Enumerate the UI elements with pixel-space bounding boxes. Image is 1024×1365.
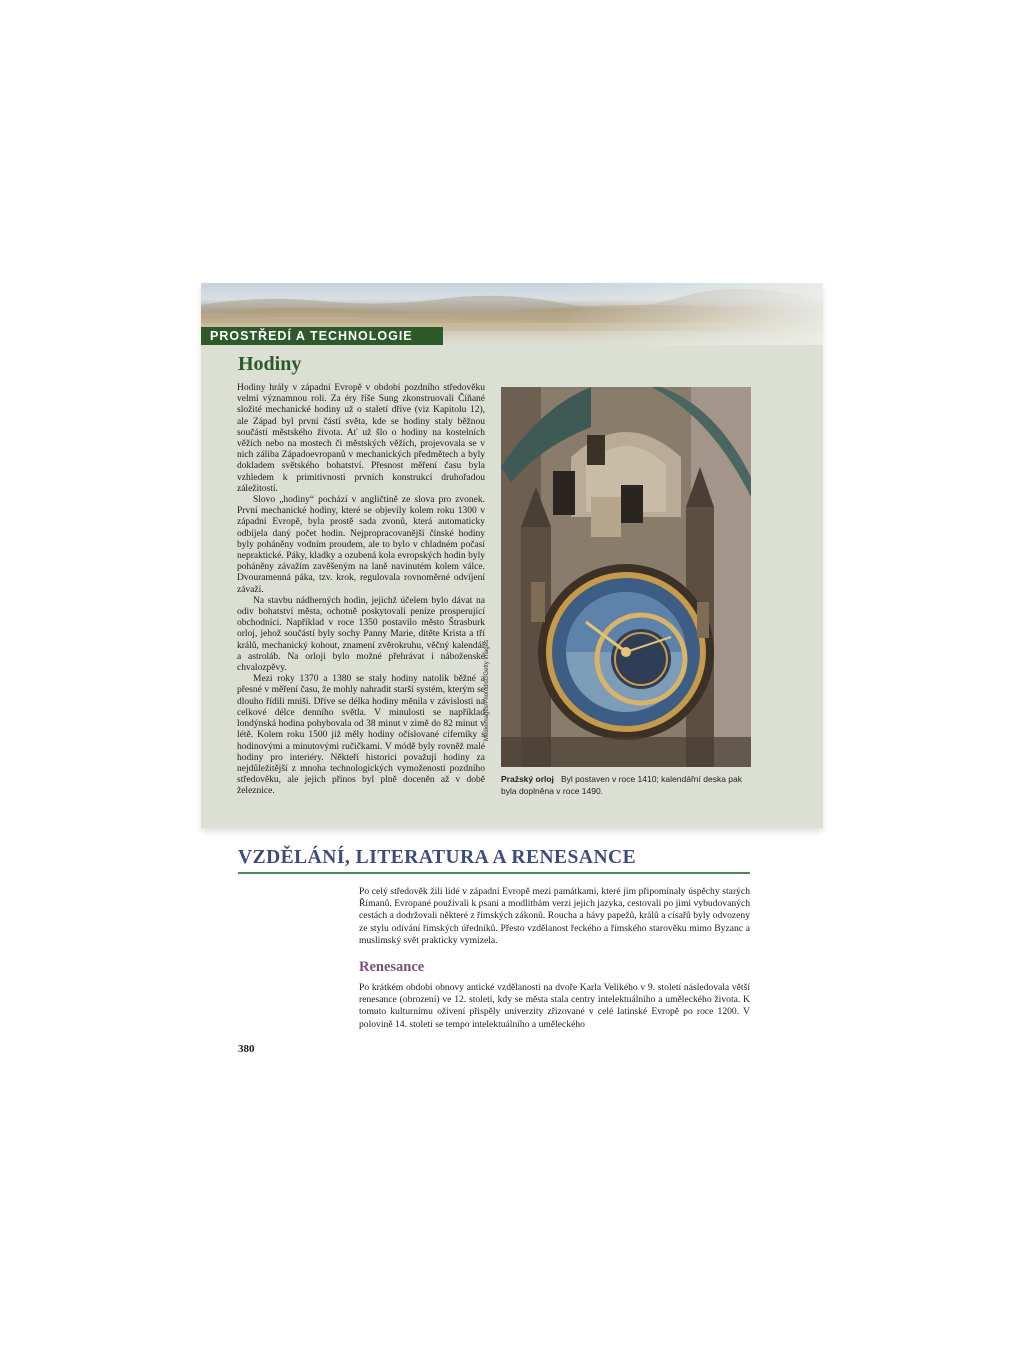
subheading: Renesance [359, 959, 425, 975]
feature-paragraph: Mezi roky 1370 a 1380 se staly hodiny natolik běžné a přesné v měření času, že mohly nahradit starší systém, kterým se dlouho řídili mniši. Dříve se délka hodiny měnila v závislosti na celkové délce denního světla. V minulosti se například londýnská hodina pohybovala od 38 minut v zimě do 82 minut v létě. Kolem roku 1500 již měly hodiny očíslované ciferníky s hodinovými a minutovými ručičkami. V módě byly rovněž malé hodiny pro interiéry. Někteří historici považují hodiny za nejdůležitější z mnoha technologických vymožeností pozdního středověku, ale jejich přínos byl plně doceněn až v době železnice. [237, 674, 485, 797]
landscape-banner [201, 283, 823, 345]
feature-paragraph: Na stavbu nádherných hodin, jejichž účelem bylo dávat na odiv bohatství města, ochotně poskytovali peníze prosperující obchodníci. Například v roce 1350 postavilo město Štrasburk orloj, jehož součástí byly sochy Panny Marie, dítěte Krista a tří králů, mechanický kohout, znamení zvěrokruhu, věčný kalendář a astroláb. Na orloji bylo možné přehrávat i náboženské chvalozpěvy. [237, 595, 485, 674]
astronomical-clock-photo [501, 387, 751, 767]
photo-caption [501, 773, 751, 797]
feature-paragraph: Hodiny hrály v západní Evropě v období pozdního středověku velmi významnou roli. Za éry říše Sung zkonstruovali Číňané složité mechanické hodiny už o staletí dříve (viz Kapitolu 12), ale Západ byl první částí světa, kde se hodiny staly běžnou součástí městského života. Ať už šlo o hodiny na kostelních věžích nebo na mostech či městských věžích, projevovala se v nich záliba Západoevropanů v mechanických předmětech a byly dokladem světského bohatství. Přesnost měření času byla vzhledem k primitivnosti prvních konstrukcí druhořadou záležitostí. [237, 383, 485, 494]
feature-box: PROSTŘEDÍ A TECHNOLOGIE Hodiny Hodiny hrály v západní Evropě v období pozdního středověku velmi významnou roli. Za éry říše Sung zkonstruovali Číňané složité mechanické hodiny už o staletí dříve (viz Kapitolu 12), ale Západ byl první částí světa, kde se hodiny staly běžnou součástí městského života. Ať už šlo o hodiny na kostelních věžích nebo na mostech či městských věžích, projevovala se v nich záliba Západoevropanů v mechanických předmětech a byly dokladem světského bohatství. Přesnost měření času byla vzhledem k primitivnosti prvních konstrukcí druhořadou záležitostí. Slovo „hodiny“ pochází v angličtině ze slova pro zvonek. První mechanické hodiny, které se objevily kolem roku 1300 v západní Evropě, byla prostě sada zvonů, která automaticky odbíjela daný počet hodin. Nejpropracovanější čínské hodiny byly poháněny vodním proudem, ale to bylo v chladném počasí nepraktické. Páky, kladky a ozubená kola evropských hodin byly poháněny závažím zavěšeným na laně navinutém kolem válce. Dvouramenná páka, tzv. krok, regulovala rovnoměrné odvíjení závaží. Na stavbu nádherných hodin, jejichž účelem bylo dávat na odiv bohatství města, ochotně poskytovali peníze prosperující obchodníci. Například v roce 1350 postavilo město Štrasburk orloj, jehož součástí byly sochy Panny Marie, dítěte Krista a tří králů, mechanický kohout, znamení zvěrokruhu, věčný kalendář a astroláb. Na orloji bylo možné přehrávat i náboženské chvalozpěvy. Mezi roky 1370 a 1380 se staly hodiny natolik běžné a přesné v měření času, že mohly nahradit starší systém, kterým se dlouho řídili mniši. Dříve se délka hodiny měnila v závislosti na celkové délce denního světla. V minulosti se například londýnská hodina pohybovala od 38 minut v zimě do 82 minut v létě. Kolem roku 1500 již měly hodiny očíslované ciferníky s hodinovými a minutovými ručičkami. V módě byly rovněž malé hodiny pro interiéry. Někteří historici považují hodiny za nejdůležitější z mnoha technologických vymožeností pozdního středověku, ale jejich přínos byl plně doceněn až v době železnice. Medioimages/Photodisc/Getty Images Pražský orloj Byl postaven v roce 1410; kalendářní deska pak byla doplněna v roce 1490. [201, 283, 823, 828]
subheading-body: Po krátkém období obnovy antické vzdělanosti na dvoře Karla Velikého v 9. století následovala větší renesance (obrození) ve 12. století, kdy se města stala centry intelektuálního a uměleckého života. K tomuto kulturnímu oživení přispěly univerzity zřizované v celé latinské Evropě po roce 1200. V polovině 14. století se tempo intelektuálního a uměleckého [359, 982, 750, 1030]
feature-body [237, 383, 485, 798]
feature-paragraph: Slovo „hodiny“ pochází v angličtině ze slova pro zvonek. První mechanické hodiny, které se objevily kolem roku 1300 v západní Evropě, byla prostě sada zvonů, která automaticky odbíjela daný počet hodin. Nejpropracovanější čínské hodiny byly poháněny vodním proudem, ale to bylo v chladném počasí nepraktické. Páky, kladky a ozubená kola evropských hodin byly poháněny závažím zavěšeným na laně navinutém kolem válce. Dvouramenná páka, tzv. krok, regulovala rovnoměrné odvíjení závaží. [237, 495, 485, 595]
section-kicker: PROSTŘEDÍ A TECHNOLOGIE [201, 327, 443, 345]
caption-text: Byl postaven v roce 1410; kalendářní deska pak byla doplněna v roce 1490. [501, 774, 742, 796]
section-intro: Po celý středověk žili lidé v západní Evropě mezi památkami, které jim připomínaly úspěchy starých Římanů. Evropané používali k psaní a modlitbám verzi jejich jazyka, cestovali po jimi vybudovaných cestách a dodržovali některé z římských zákonů. Roucha a hávy papežů, králů a císařů byly odvozeny ze stylu odívání římských úředníků. Přesto vzdělanost řeckého a římského starověku mimo Byzanc a muslimský svět prakticky vymizela. [359, 886, 750, 946]
feature-title: Hodiny [238, 353, 302, 375]
caption-title: Pražský orloj [501, 774, 554, 784]
section-rule [238, 872, 750, 874]
section-title: VZDĚLÁNÍ, LITERATURA A RENESANCE [238, 847, 637, 868]
page-number: 380 [238, 1043, 255, 1055]
